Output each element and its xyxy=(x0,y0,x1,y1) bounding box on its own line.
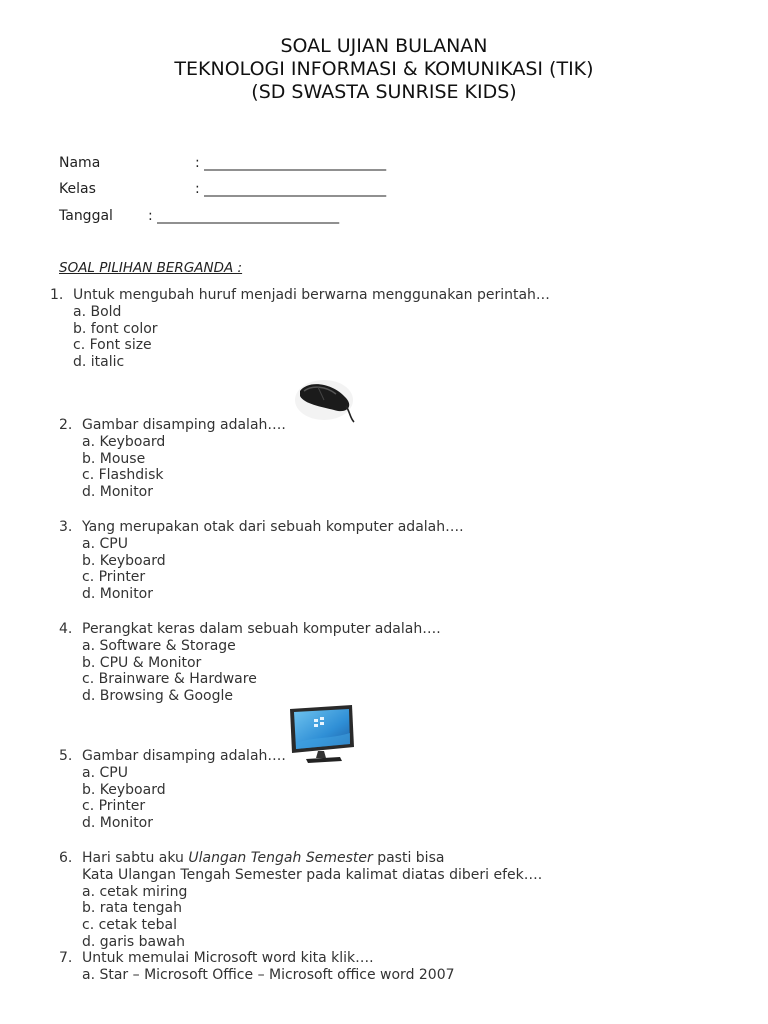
option-a: a. CPU xyxy=(82,535,128,552)
field-kelas-blank: : __________________________ xyxy=(195,181,387,197)
subject-title: TEKNOLOGI INFORMASI & KOMUNIKASI (TIK) xyxy=(174,58,594,80)
question-text-post: pasti bisa xyxy=(372,850,445,866)
option-b: b. Keyboard xyxy=(82,781,166,798)
mouse-image xyxy=(294,374,356,424)
option-b: b. font color xyxy=(73,320,158,337)
question-text-pre: Hari sabtu aku xyxy=(82,850,189,866)
question-text: Untuk memulai Microsoft word kita klik…. xyxy=(82,950,374,966)
option-d: d. garis bawah xyxy=(82,933,186,950)
option-c: c. Printer xyxy=(82,569,146,586)
question-text: Untuk mengubah huruf menjadi berwarna menggunakan perintah… xyxy=(73,287,550,303)
question-number: 4. xyxy=(59,621,73,637)
option-b: b. rata tengah xyxy=(82,900,182,917)
field-nama xyxy=(59,154,387,172)
question-4 xyxy=(59,621,441,705)
question-3 xyxy=(59,519,464,603)
question-1 xyxy=(50,287,550,371)
option-b: b. Keyboard xyxy=(82,552,166,569)
question-5 xyxy=(59,748,286,832)
question-7 xyxy=(59,950,455,984)
question-text: Gambar disamping adalah…. xyxy=(82,417,286,433)
option-c: c. Brainware & Hardware xyxy=(82,671,257,688)
option-d: d. Monitor xyxy=(82,484,154,501)
question-number: 5. xyxy=(59,748,73,764)
question-number: 1. xyxy=(50,287,64,303)
option-d: d. Monitor xyxy=(82,815,154,832)
option-a: a. CPU xyxy=(82,764,128,781)
question-2 xyxy=(59,417,286,501)
question-text-italic: Ulangan Tengah Semester xyxy=(188,850,373,866)
monitor-image xyxy=(286,703,356,765)
question-6 xyxy=(59,850,542,951)
section-title: SOAL PILIHAN BERGANDA : xyxy=(59,260,243,276)
field-tanggal xyxy=(59,207,340,225)
option-a: a. Bold xyxy=(73,303,122,320)
option-d: d. italic xyxy=(73,354,125,371)
question-text xyxy=(82,850,542,867)
question-text: Gambar disamping adalah…. xyxy=(82,748,286,764)
option-a: a. Star – Microsoft Office – Microsoft office word 2007 xyxy=(82,966,455,983)
field-tanggal-label: Tanggal xyxy=(59,208,113,224)
school-name: (SD SWASTA SUNRISE KIDS) xyxy=(251,81,517,103)
question-number: 6. xyxy=(59,850,73,866)
field-nama-blank: : __________________________ xyxy=(195,155,387,171)
question-number: 3. xyxy=(59,519,73,535)
field-kelas xyxy=(59,180,387,198)
option-d: d. Browsing & Google xyxy=(82,688,233,705)
option-c: c. cetak tebal xyxy=(82,917,177,934)
option-c: c. Printer xyxy=(82,798,146,815)
option-c: c. Font size xyxy=(73,337,152,354)
option-a: a. Software & Storage xyxy=(82,637,236,654)
option-c: c. Flashdisk xyxy=(82,467,164,484)
option-d: d. Monitor xyxy=(82,586,154,603)
question-text: Yang merupakan otak dari sebuah komputer adalah…. xyxy=(82,519,464,535)
question-text: Perangkat keras dalam sebuah komputer adalah…. xyxy=(82,621,441,637)
option-a: a. cetak miring xyxy=(82,883,188,900)
option-b: b. Mouse xyxy=(82,450,146,467)
question-text-2: Kata Ulangan Tengah Semester pada kalimat diatas diberi efek…. xyxy=(82,866,543,883)
field-nama-label: Nama xyxy=(59,155,101,171)
field-tanggal-blank: : __________________________ xyxy=(148,208,340,224)
page-title: SOAL UJIAN BULANAN xyxy=(280,35,488,57)
question-number: 7. xyxy=(59,950,73,966)
field-kelas-label: Kelas xyxy=(59,181,96,197)
option-b: b. CPU & Monitor xyxy=(82,654,202,671)
question-number: 2. xyxy=(59,417,73,433)
option-a: a. Keyboard xyxy=(82,433,166,450)
